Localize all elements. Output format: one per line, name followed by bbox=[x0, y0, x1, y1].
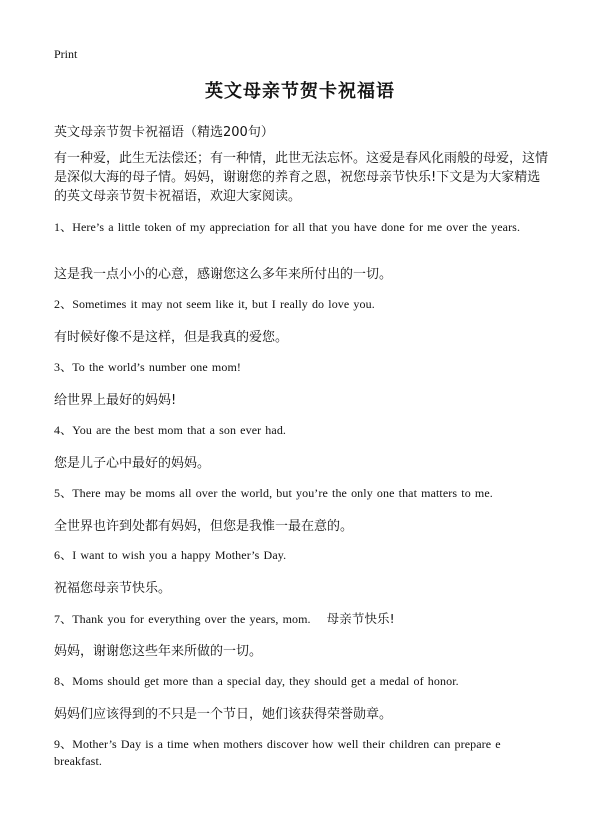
item-7-inline-chinese: 母亲节快乐! bbox=[326, 611, 395, 626]
item-6-english: 6、I want to wish you a happy Mother’s Day. bbox=[54, 548, 287, 562]
item-2-chinese: 有时候好像不是这样，但是我真的爱您。 bbox=[54, 330, 289, 345]
item-7-chinese: 妈妈，谢谢您这些年来所做的一切。 bbox=[54, 644, 263, 659]
item-9-english: 9、Mother’s Day is a time when mothers discover how well their children can prepare e breakfast. bbox=[54, 737, 501, 768]
item-3-chinese: 给世界上最好的妈妈! bbox=[54, 393, 177, 408]
item-7-english bbox=[54, 610, 544, 628]
item-4-chinese: 您是儿子心中最好的妈妈。 bbox=[54, 456, 211, 471]
item-7-english-text: 7、Thank you for everything over the years, mom. bbox=[54, 612, 311, 626]
item-8-english: 8、Moms should get more than a special day, they should get a medal of honor. bbox=[54, 674, 459, 688]
item-1-chinese: 这是我一点小小的心意，感谢您这么多年来所付出的一切。 bbox=[54, 267, 393, 282]
item-5-chinese: 全世界也许到处都有妈妈，但您是我惟一最在意的。 bbox=[54, 519, 354, 534]
intro-paragraph: 有一种爱，此生无法偿还；有一种情，此世无法忘怀。这爱是春风化雨般的母爱，这情是深似大海的母子情。妈妈，谢谢您的养育之恩，祝您母亲节快乐!下文是为大家精选的英文母亲节贺卡祝福语，欢迎大家阅读。 bbox=[54, 151, 549, 204]
item-4-english: 4、You are the best mom that a son ever had. bbox=[54, 423, 287, 437]
subtitle: 英文母亲节贺卡祝福语（精选200句） bbox=[54, 125, 274, 140]
item-2-english: 2、Sometimes it may not seem like it, but I really do love you. bbox=[54, 297, 375, 311]
item-1-english: 1、Here’s a little token of my appreciation for all that you have done for me over the years. bbox=[54, 220, 521, 234]
item-5-english: 5、There may be moms all over the world, but you’re the only one that matters to me. bbox=[54, 486, 493, 500]
item-3-english: 3、To the world’s number one mom! bbox=[54, 360, 241, 374]
item-6-chinese: 祝福您母亲节快乐。 bbox=[54, 581, 172, 596]
item-8-chinese: 妈妈们应该得到的不只是一个节日，她们该获得荣誉勋章。 bbox=[54, 707, 393, 722]
print-label: Print bbox=[54, 47, 78, 61]
page-title: 英文母亲节贺卡祝福语 bbox=[205, 81, 395, 102]
